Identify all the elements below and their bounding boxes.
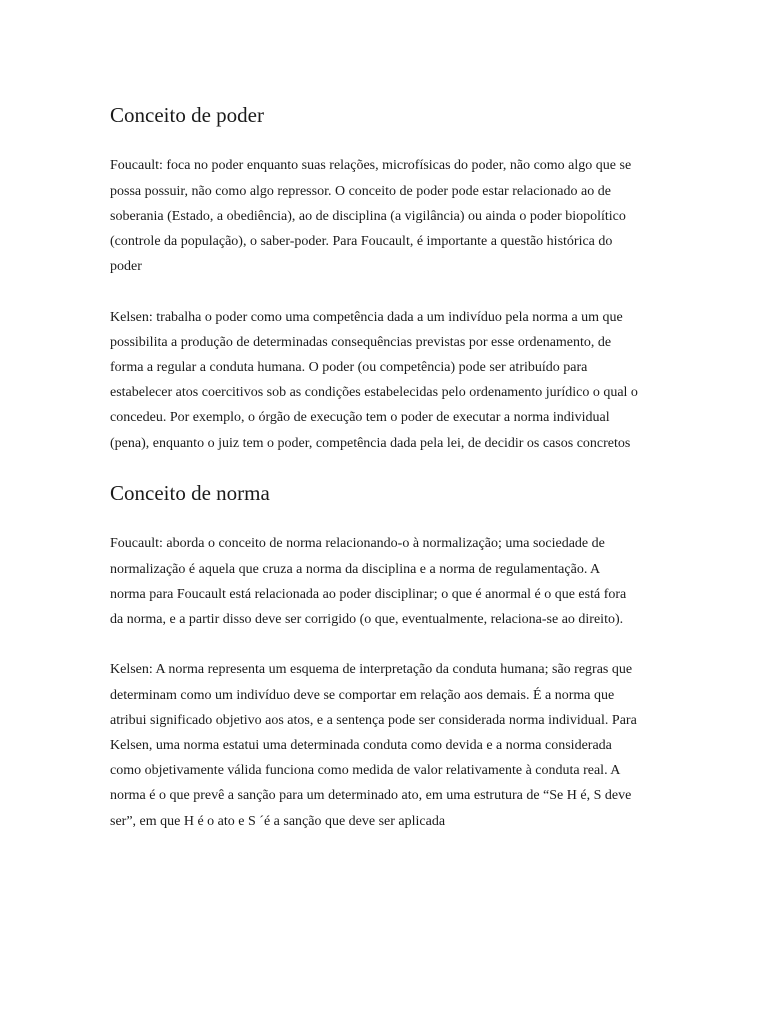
text-line: estabelecer atos coercitivos sob as condições estabelecidas pelo ordenamento jurídico o qual o <box>110 385 638 401</box>
text-line: Kelsen, uma norma estatui uma determinada conduta como devida e a norma considerada <box>110 738 612 753</box>
text-line: determinam como um indivíduo deve se comportar em relação aos demais. É a norma que <box>110 687 615 703</box>
text-line: Foucault: foca no poder enquanto suas relações, microfísicas do poder, não como algo que se <box>110 158 632 174</box>
text-line: como objetivamente válida funciona como medida de valor relativamente à conduta real. A <box>110 763 621 779</box>
text-line: ser”, em que H é o ato e S ´é a sanção que deve ser aplicada <box>110 813 446 829</box>
text-line: poder <box>110 259 142 275</box>
spacer <box>110 632 700 657</box>
text-line: (controle da população), o saber-poder. Para Foucault, é importante a questão histórica do <box>110 234 613 249</box>
text-line: Kelsen: trabalha o poder como uma competência dada a um indivíduo pela norma a um que <box>110 309 623 325</box>
spacer <box>110 456 700 481</box>
spacer <box>110 279 700 304</box>
text-line: da norma, e a partir disso deve ser corrigido (o que, eventualmente, relaciona-se ao direito). <box>110 612 624 627</box>
text-line: norma para Foucault está relacionada ao poder disciplinar; o que é anormal é o que está fora <box>110 586 627 602</box>
paragraph-foucault-poder <box>110 153 700 279</box>
text-line: concedeu. Por exemplo, o órgão de execução tem o poder de executar a norma individual <box>110 410 610 426</box>
paragraph-kelsen-norma <box>110 657 700 833</box>
text-line: forma a regular a conduta humana. O poder (ou competência) pode ser atribuído para <box>110 360 588 375</box>
paragraph-kelsen-poder <box>110 305 700 456</box>
text-line: atribui significado objetivo aos atos, e a sentença pode ser considerada norma individual. Para <box>110 712 637 728</box>
text-line: normalização é aquela que cruza a norma da disciplina e a norma de regulamentação. A <box>110 561 601 577</box>
text-line: soberania (Estado, a obediência), ao de disciplina (a vigilância) ou ainda o poder biopolítico <box>110 208 626 224</box>
section-title-norma: Conceito de norma <box>110 481 270 505</box>
text-line: Foucault: aborda o conceito de norma relacionando-o à normalização; uma sociedade de <box>110 536 605 552</box>
spacer <box>110 128 700 153</box>
spacer <box>110 506 700 531</box>
text-line: norma é o que prevê a sanção para um determinado ato, em uma estrutura de “Se H é, S deve <box>110 788 632 804</box>
text-line: (pena), enquanto o juiz tem o poder, competência dada pela lei, de decidir os casos concretos <box>110 435 631 451</box>
text-line: possibilita a produção de determinadas consequências previstas por esse ordenamento, de <box>110 334 612 350</box>
section-title-poder: Conceito de poder <box>110 103 264 127</box>
paragraph-foucault-norma <box>110 531 700 632</box>
text-line: possa possuir, não como algo repressor. O conceito de poder pode estar relacionado ao de <box>110 183 611 199</box>
text-line: Kelsen: A norma representa um esquema de interpretação da conduta humana; são regras que <box>110 662 633 678</box>
document-page <box>110 103 700 834</box>
